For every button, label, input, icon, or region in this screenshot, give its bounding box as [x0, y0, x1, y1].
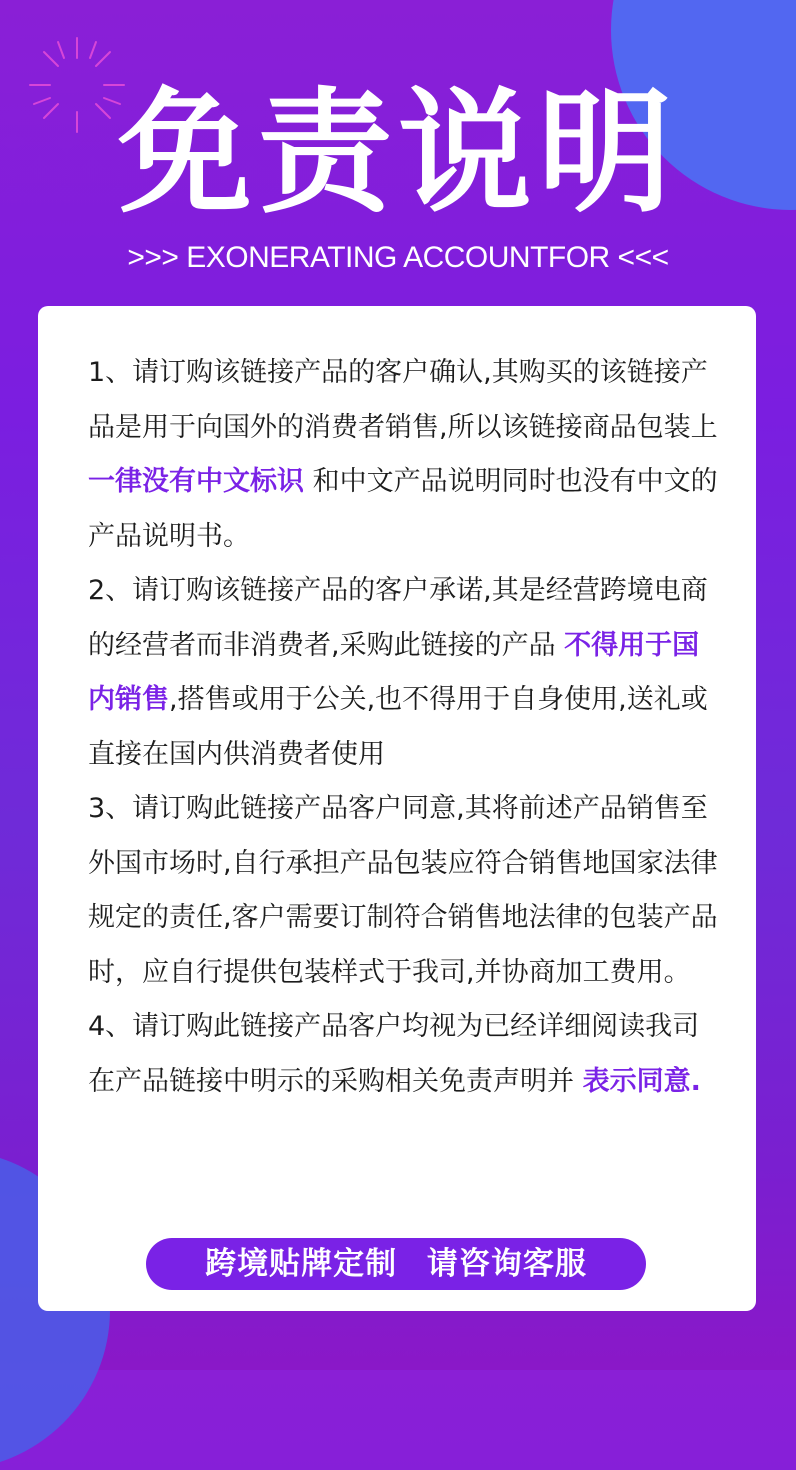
clause-2-text-end: ,搭售或用于公关,也不得用于自身使用,送礼或直接在国内供消费者使用 — [88, 684, 708, 770]
clause-1-text: 1、请订购该链接产品的客户确认,其购买的该链接产品是用于向国外的消费者销售,所以该链接商品包装上 — [88, 357, 718, 443]
clause-1 — [88, 346, 726, 564]
disclaimer-card — [38, 306, 756, 1311]
contact-service-button[interactable]: 跨境贴牌定制 请咨询客服 — [146, 1238, 646, 1290]
clause-2 — [88, 564, 726, 782]
clause-2-text: 2、请订购该链接产品的客户承诺,其是经营跨境电商的经营者而非消费者,采购此链接的产品 — [88, 575, 708, 661]
clause-4 — [88, 1000, 726, 1109]
clause-4-highlight: 表示同意. — [582, 1065, 701, 1097]
page-subtitle: >>> EXONERATING ACCOUNTFOR <<< — [127, 241, 669, 274]
clause-2-highlight: 不得用于国内销售 — [88, 629, 700, 715]
clause-4-text: 4、请订购此链接产品客户均视为已经详细阅读我司在产品链接中明示的采购相关免责声明并 — [88, 1011, 700, 1097]
clause-1-highlight: 一律没有中文标识 — [88, 466, 304, 497]
clause-3 — [88, 782, 726, 1000]
page-title: 免责说明 — [117, 75, 678, 231]
clause-1-text-end: 和中文产品说明同时也没有中文的产品说明书。 — [88, 466, 718, 552]
disclaimer-content — [88, 346, 726, 1109]
clause-3-text: 3、请订购此链接产品客户同意,其将前述产品销售至外国市场时,自行承担产品包装应符合销售地国家法律规定的责任,客户需要订制符合销售地法律的包装产品时，应自行提供包装样式于我司,并协商加工费用。 — [88, 793, 718, 988]
